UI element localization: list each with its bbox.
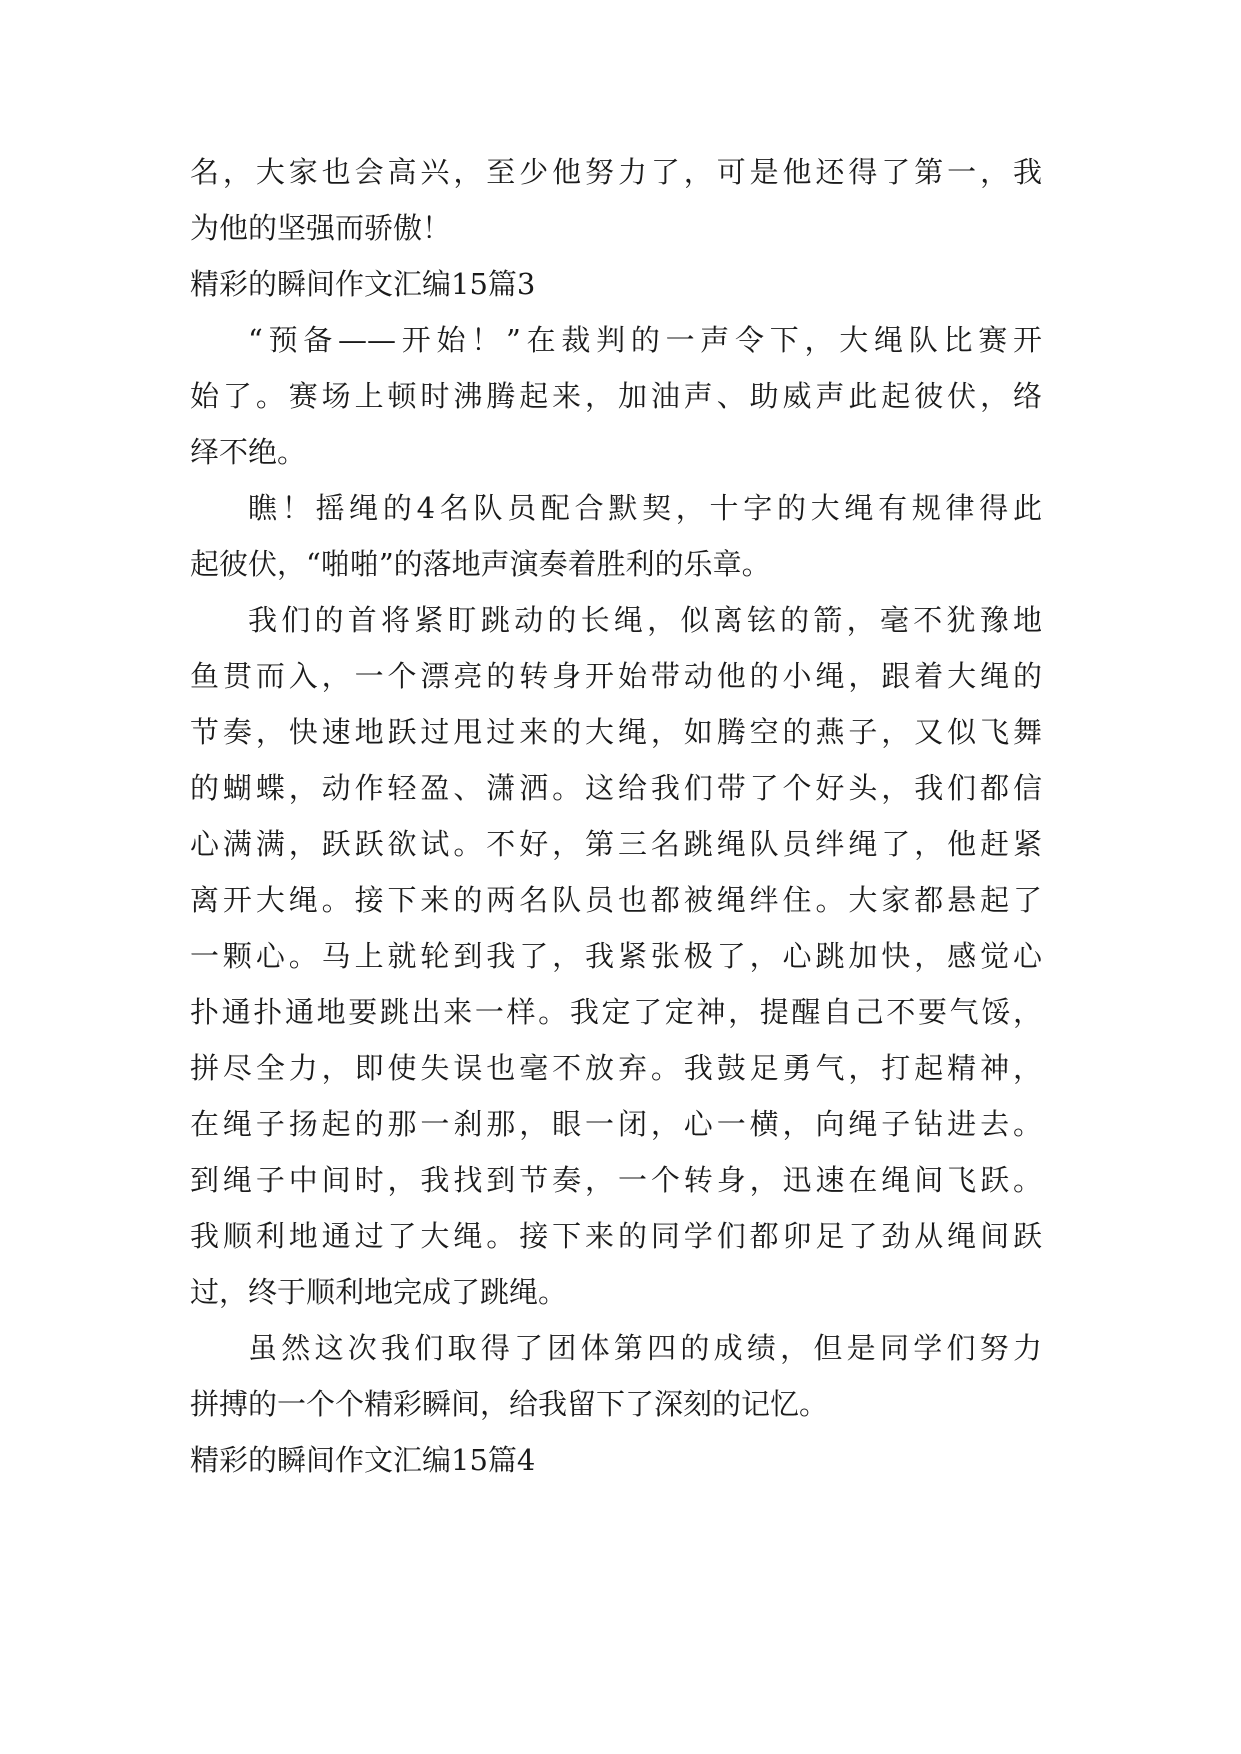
text-line: 我顺利地通过了大绳。接下来的同学们都卯足了劲从绳间跃 (190, 1219, 1042, 1253)
text-line: 瞧！摇绳的4名队员配合默契，十字的大绳有规律得此 (248, 491, 1042, 525)
text-line: 始了。赛场上顿时沸腾起来，加油声、助威声此起彼伏，络 (190, 379, 1042, 413)
text-line: 鱼贯而入，一个漂亮的转身开始带动他的小绳，跟着大绳的 (190, 659, 1042, 693)
text-line: 离开大绳。接下来的两名队员也都被绳绊住。大家都悬起了 (190, 883, 1042, 917)
text-line: 起彼伏，“啪啪”的落地声演奏着胜利的乐章。 (190, 547, 771, 581)
section-heading: 精彩的瞬间作文汇编15篇3 (190, 267, 536, 301)
text-line: 到绳子中间时，我找到节奏，一个转身，迅速在绳间飞跃。 (190, 1163, 1042, 1197)
text-line: 我们的首将紧盯跳动的长绳，似离铉的箭，毫不犹豫地 (248, 603, 1042, 637)
text-line: 过，终于顺利地完成了跳绳。 (190, 1275, 568, 1309)
text-line: 名，大家也会高兴，至少他努力了，可是他还得了第一，我 (190, 155, 1042, 189)
section-heading: 精彩的瞬间作文汇编15篇4 (190, 1443, 536, 1477)
text-line: 拼搏的一个个精彩瞬间，给我留下了深刻的记忆。 (190, 1387, 829, 1421)
text-line: 绎不绝。 (190, 435, 307, 469)
text-line: 虽然这次我们取得了团体第四的成绩，但是同学们努力 (248, 1331, 1042, 1365)
text-line: 的蝴蝶，动作轻盈、潇洒。这给我们带了个好头，我们都信 (190, 771, 1042, 805)
text-line: 心满满，跃跃欲试。不好，第三名跳绳队员绊绳了，他赶紧 (190, 827, 1042, 861)
text-line: 扑通扑通地要跳出来一样。我定了定神，提醒自己不要气馁， (190, 995, 1042, 1029)
text-line: “预备——开始！”在裁判的一声令下，大绳队比赛开 (248, 323, 1042, 357)
text-line: 在绳子扬起的那一刹那，眼一闭，心一横，向绳子钻进去。 (190, 1107, 1042, 1141)
text-line: 一颗心。马上就轮到我了，我紧张极了，心跳加快，感觉心 (190, 939, 1042, 973)
text-line: 拼尽全力，即使失误也毫不放弃。我鼓足勇气，打起精神， (190, 1051, 1042, 1085)
text-line: 节奏，快速地跃过甩过来的大绳，如腾空的燕子，又似飞舞 (190, 715, 1042, 749)
text-line: 为他的坚强而骄傲！ (190, 211, 452, 245)
